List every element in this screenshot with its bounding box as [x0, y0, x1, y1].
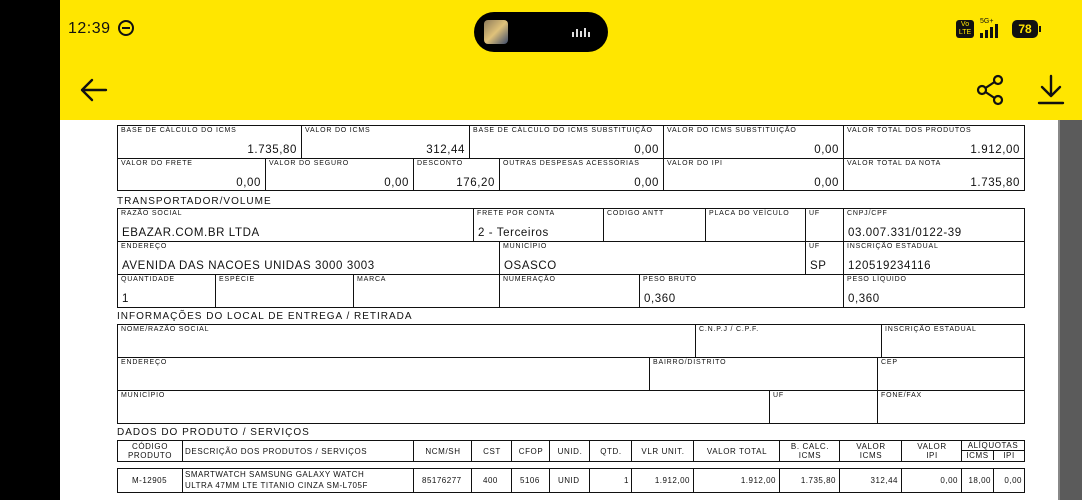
row-cell-valor-icms	[840, 469, 902, 493]
col-valor-ipi	[902, 441, 962, 462]
col-aliquotas	[962, 441, 1024, 462]
cell-seguro	[266, 159, 414, 191]
cell-frete	[118, 159, 266, 191]
header-ncm: NCM/SH	[425, 447, 461, 456]
label-ipi: VALOR DO IPI	[667, 160, 723, 167]
header-al-ipi: IPI	[1003, 451, 1015, 460]
value-outras-despesas: 0,00	[634, 177, 659, 189]
label-seguro: VALOR DO SEGURO	[269, 160, 349, 167]
section-title-produtos: DADOS DO PRODUTO / SERVIÇOS	[117, 427, 310, 438]
value-frete-conta: 2 - Terceiros	[478, 227, 549, 239]
col-valor-total	[694, 441, 780, 462]
label-numeracao: NUMERAÇÃO	[503, 276, 556, 283]
cell-delivery-ie	[882, 325, 1024, 358]
cell-ipi	[664, 159, 844, 191]
section-title-entrega: INFORMAÇÕES DO LOCAL DE ENTREGA / RETIRADA	[117, 311, 413, 322]
back-button[interactable]	[78, 74, 110, 106]
col-cfop	[512, 441, 550, 462]
download-button[interactable]	[1036, 72, 1066, 106]
label-uf-municipio: UF	[809, 243, 820, 250]
row-cfop: 5106	[520, 476, 540, 485]
label-bairro: BAIRRO/DISTRITO	[653, 359, 727, 366]
cell-delivery-cnpj	[696, 325, 882, 358]
col-valor-icms	[840, 441, 902, 462]
delivery-grid	[117, 324, 1025, 424]
cell-fone	[878, 391, 1024, 423]
status-time: 12:39	[68, 20, 111, 37]
row-valor-total: 1.912,00	[740, 476, 776, 485]
value-municipio: OSASCO	[504, 260, 557, 272]
cell-peso-liquido	[844, 275, 1024, 307]
value-endereco: AVENIDA DAS NACOES UNIDAS 3000 3003	[122, 260, 375, 272]
label-delivery-ie: INSCRIÇÃO ESTADUAL	[885, 326, 977, 333]
cell-municipio	[500, 242, 806, 275]
cell-peso-bruto	[640, 275, 844, 307]
cell-uf-veiculo	[806, 209, 844, 242]
header-descricao: DESCRIÇÃO DOS PRODUTOS / SERVIÇOS	[185, 447, 368, 456]
col-qtd	[590, 441, 632, 462]
header-qtd: QTD.	[600, 447, 622, 456]
label-razao-social: RAZÃO SOCIAL	[121, 210, 183, 217]
header-codigo: CÓDIGO PRODUTO	[127, 442, 173, 460]
row-al-ipi: 0,00	[1004, 476, 1022, 485]
cell-endereco	[118, 242, 500, 275]
section-title-transportador: TRANSPORTADOR/VOLUME	[117, 196, 272, 207]
row-valor-icms: 312,44	[870, 476, 898, 485]
label-peso-liquido: PESO LÍQUIDO	[847, 276, 907, 283]
share-icon	[974, 74, 1006, 106]
volte-icon: Vo LTE	[956, 20, 974, 38]
share-button[interactable]	[974, 74, 1006, 106]
row-b-calc: 1.735,80	[800, 476, 836, 485]
row-cell-descricao	[183, 469, 414, 493]
row-cell-codigo	[118, 469, 183, 493]
cell-cep	[878, 358, 1024, 391]
header-aliquotas: ALÍQUOTAS	[962, 441, 1024, 451]
products-header	[117, 440, 1025, 462]
media-thumbnail-icon	[484, 20, 508, 44]
row-qtd: 1	[624, 476, 629, 485]
cell-base-icms	[118, 126, 302, 159]
label-valor-icms: VALOR DO ICMS	[305, 127, 371, 134]
value-cnpj: 03.007.331/0122-39	[848, 227, 962, 239]
header-valor-ipi: VALOR IPI	[917, 442, 947, 460]
header-valor-icms: VALOR ICMS	[856, 442, 886, 460]
label-fone: FONE/FAX	[881, 392, 923, 399]
cell-uf-municipio	[806, 242, 844, 275]
label-cnpj: CNPJ/CPF	[847, 210, 888, 217]
signal-icon	[980, 18, 1006, 38]
row-cell-ncm	[414, 469, 472, 493]
label-municipio: MUNICÍPIO	[503, 243, 548, 250]
header-vlr-unit: VLR UNIT.	[641, 447, 685, 456]
product-row[interactable]	[117, 468, 1025, 493]
value-desconto: 176,20	[456, 177, 495, 189]
label-delivery-uf: UF	[773, 392, 784, 399]
row-unid: UNID	[558, 476, 580, 485]
label-base-icms: BASE DE CÁLCULO DO ICMS	[121, 127, 237, 134]
label-delivery-endereco: ENDEREÇO	[121, 359, 168, 366]
label-delivery-cnpj: C.N.P.J / C.P.F.	[699, 326, 760, 333]
row-vlr-unit: 1.912,00	[654, 476, 690, 485]
value-frete: 0,00	[236, 177, 261, 189]
arrow-left-icon	[78, 74, 110, 106]
cell-frete-conta	[474, 209, 604, 242]
label-uf-veiculo: UF	[809, 210, 820, 217]
label-total-produtos: VALOR TOTAL DOS PRODUTOS	[847, 127, 972, 134]
value-total-nota: 1.735,80	[970, 177, 1020, 189]
download-icon	[1036, 72, 1066, 106]
dynamic-island[interactable]	[474, 12, 608, 52]
row-al-icms: 18,00	[968, 476, 991, 485]
cell-nome	[118, 325, 696, 358]
label-outras-despesas: OUTRAS DESPESAS ACESSÓRIAS	[503, 160, 640, 167]
row-cell-unid	[550, 469, 590, 493]
col-cst	[472, 441, 512, 462]
label-base-icms-st: BASE DE CÁLCULO DO ICMS SUBSTITUIÇÃO	[473, 127, 653, 134]
label-valor-icms-st: VALOR DO ICMS SUBSTITUIÇÃO	[667, 127, 797, 134]
header-valor-total: VALOR TOTAL	[706, 447, 768, 456]
cell-delivery-uf	[770, 391, 878, 423]
row-valor-ipi: 0,00	[940, 476, 958, 485]
label-endereco: ENDEREÇO	[121, 243, 168, 250]
transport-grid	[117, 208, 1025, 308]
app-screen	[60, 0, 1082, 500]
value-uf-municipio: SP	[810, 260, 827, 272]
label-especie: ESPÉCIE	[219, 276, 255, 283]
cell-numeracao	[500, 275, 640, 307]
row-cell-al-ipi	[994, 469, 1024, 493]
label-desconto: DESCONTO	[417, 160, 463, 167]
cell-delivery-municipio	[118, 391, 770, 423]
cell-delivery-endereco	[118, 358, 650, 391]
tax-grid	[117, 125, 1025, 191]
status-emoji-icon	[118, 20, 134, 36]
value-valor-icms: 312,44	[426, 144, 465, 156]
cell-inscricao-estadual	[844, 242, 1024, 275]
value-base-icms-st: 0,00	[634, 144, 659, 156]
col-vlr-unit	[632, 441, 694, 462]
value-seguro: 0,00	[384, 177, 409, 189]
cell-total-produtos	[844, 126, 1024, 159]
cell-antt	[604, 209, 706, 242]
cell-valor-icms-st	[664, 126, 844, 159]
label-placa: PLACA DO VEÍCULO	[709, 210, 790, 217]
value-base-icms: 1.735,80	[247, 144, 297, 156]
cell-marca	[354, 275, 500, 307]
label-inscricao-estadual: INSCRIÇÃO ESTADUAL	[847, 243, 939, 250]
label-antt: CODIGO ANTT	[607, 210, 665, 217]
row-descricao-line1: SMARTWATCH SAMSUNG GALAXY WATCH	[185, 470, 365, 479]
cell-cnpj	[844, 209, 1024, 242]
label-quantidade: QUANTIDADE	[121, 276, 175, 283]
header-unid: UNID.	[557, 447, 583, 456]
label-peso-bruto: PESO BRUTO	[643, 276, 697, 283]
invoice-document[interactable]	[60, 120, 1060, 500]
label-delivery-municipio: MUNICÍPIO	[121, 392, 166, 399]
value-peso-liquido: 0,360	[848, 293, 880, 305]
value-total-produtos: 1.912,00	[970, 144, 1020, 156]
cell-razao-social	[118, 209, 474, 242]
cell-placa	[706, 209, 806, 242]
value-valor-icms-st: 0,00	[814, 144, 839, 156]
row-descricao-line2: ULTRA 47MM LTE TITANIO CINZA SM-L705F	[185, 481, 368, 490]
col-codigo	[118, 441, 183, 462]
label-frete-conta: FRETE POR CONTA	[477, 210, 555, 217]
top-bar	[60, 0, 1082, 120]
col-descricao	[183, 441, 414, 462]
cell-especie	[216, 275, 354, 307]
label-cep: CEP	[881, 359, 898, 366]
row-cell-qtd	[590, 469, 632, 493]
row-cell-valor-total	[694, 469, 780, 493]
value-quantidade: 1	[122, 293, 129, 305]
value-inscricao-estadual: 120519234116	[848, 260, 932, 272]
header-b-calc: B. CALC. ICMS	[790, 442, 830, 460]
row-cell-cfop	[512, 469, 550, 493]
network-label: 5G+	[980, 18, 994, 25]
cell-outras-despesas	[500, 159, 664, 191]
col-b-calc	[780, 441, 840, 462]
cell-bairro	[650, 358, 878, 391]
value-peso-bruto: 0,360	[644, 293, 676, 305]
row-codigo: M-12905	[132, 476, 168, 485]
row-ncm: 85176277	[422, 476, 462, 485]
cell-base-icms-st	[470, 126, 664, 159]
label-total-nota: VALOR TOTAL DA NOTA	[847, 160, 942, 167]
header-cst: CST	[483, 447, 501, 456]
label-nome: NOME/RAZÃO SOCIAL	[121, 326, 210, 333]
row-cell-al-icms	[962, 469, 994, 493]
battery-icon: 78	[1012, 20, 1038, 38]
cell-quantidade	[118, 275, 216, 307]
cell-total-nota	[844, 159, 1024, 191]
label-marca: MARCA	[357, 276, 387, 283]
cell-desconto	[414, 159, 500, 191]
left-black-strip	[0, 0, 60, 500]
value-razao-social: EBAZAR.COM.BR LTDA	[122, 227, 260, 239]
value-ipi: 0,00	[814, 177, 839, 189]
col-ncm	[414, 441, 472, 462]
cell-valor-icms	[302, 126, 470, 159]
row-cell-valor-ipi	[902, 469, 962, 493]
row-cell-b-calc	[780, 469, 840, 493]
header-cfop: CFOP	[518, 447, 544, 456]
row-cell-vlr-unit	[632, 469, 694, 493]
col-unid	[550, 441, 590, 462]
header-al-icms: ICMS	[962, 451, 994, 460]
row-cst: 400	[483, 476, 498, 485]
label-frete: VALOR DO FRETE	[121, 160, 193, 167]
row-cell-cst	[472, 469, 512, 493]
audio-wave-icon	[572, 28, 590, 37]
